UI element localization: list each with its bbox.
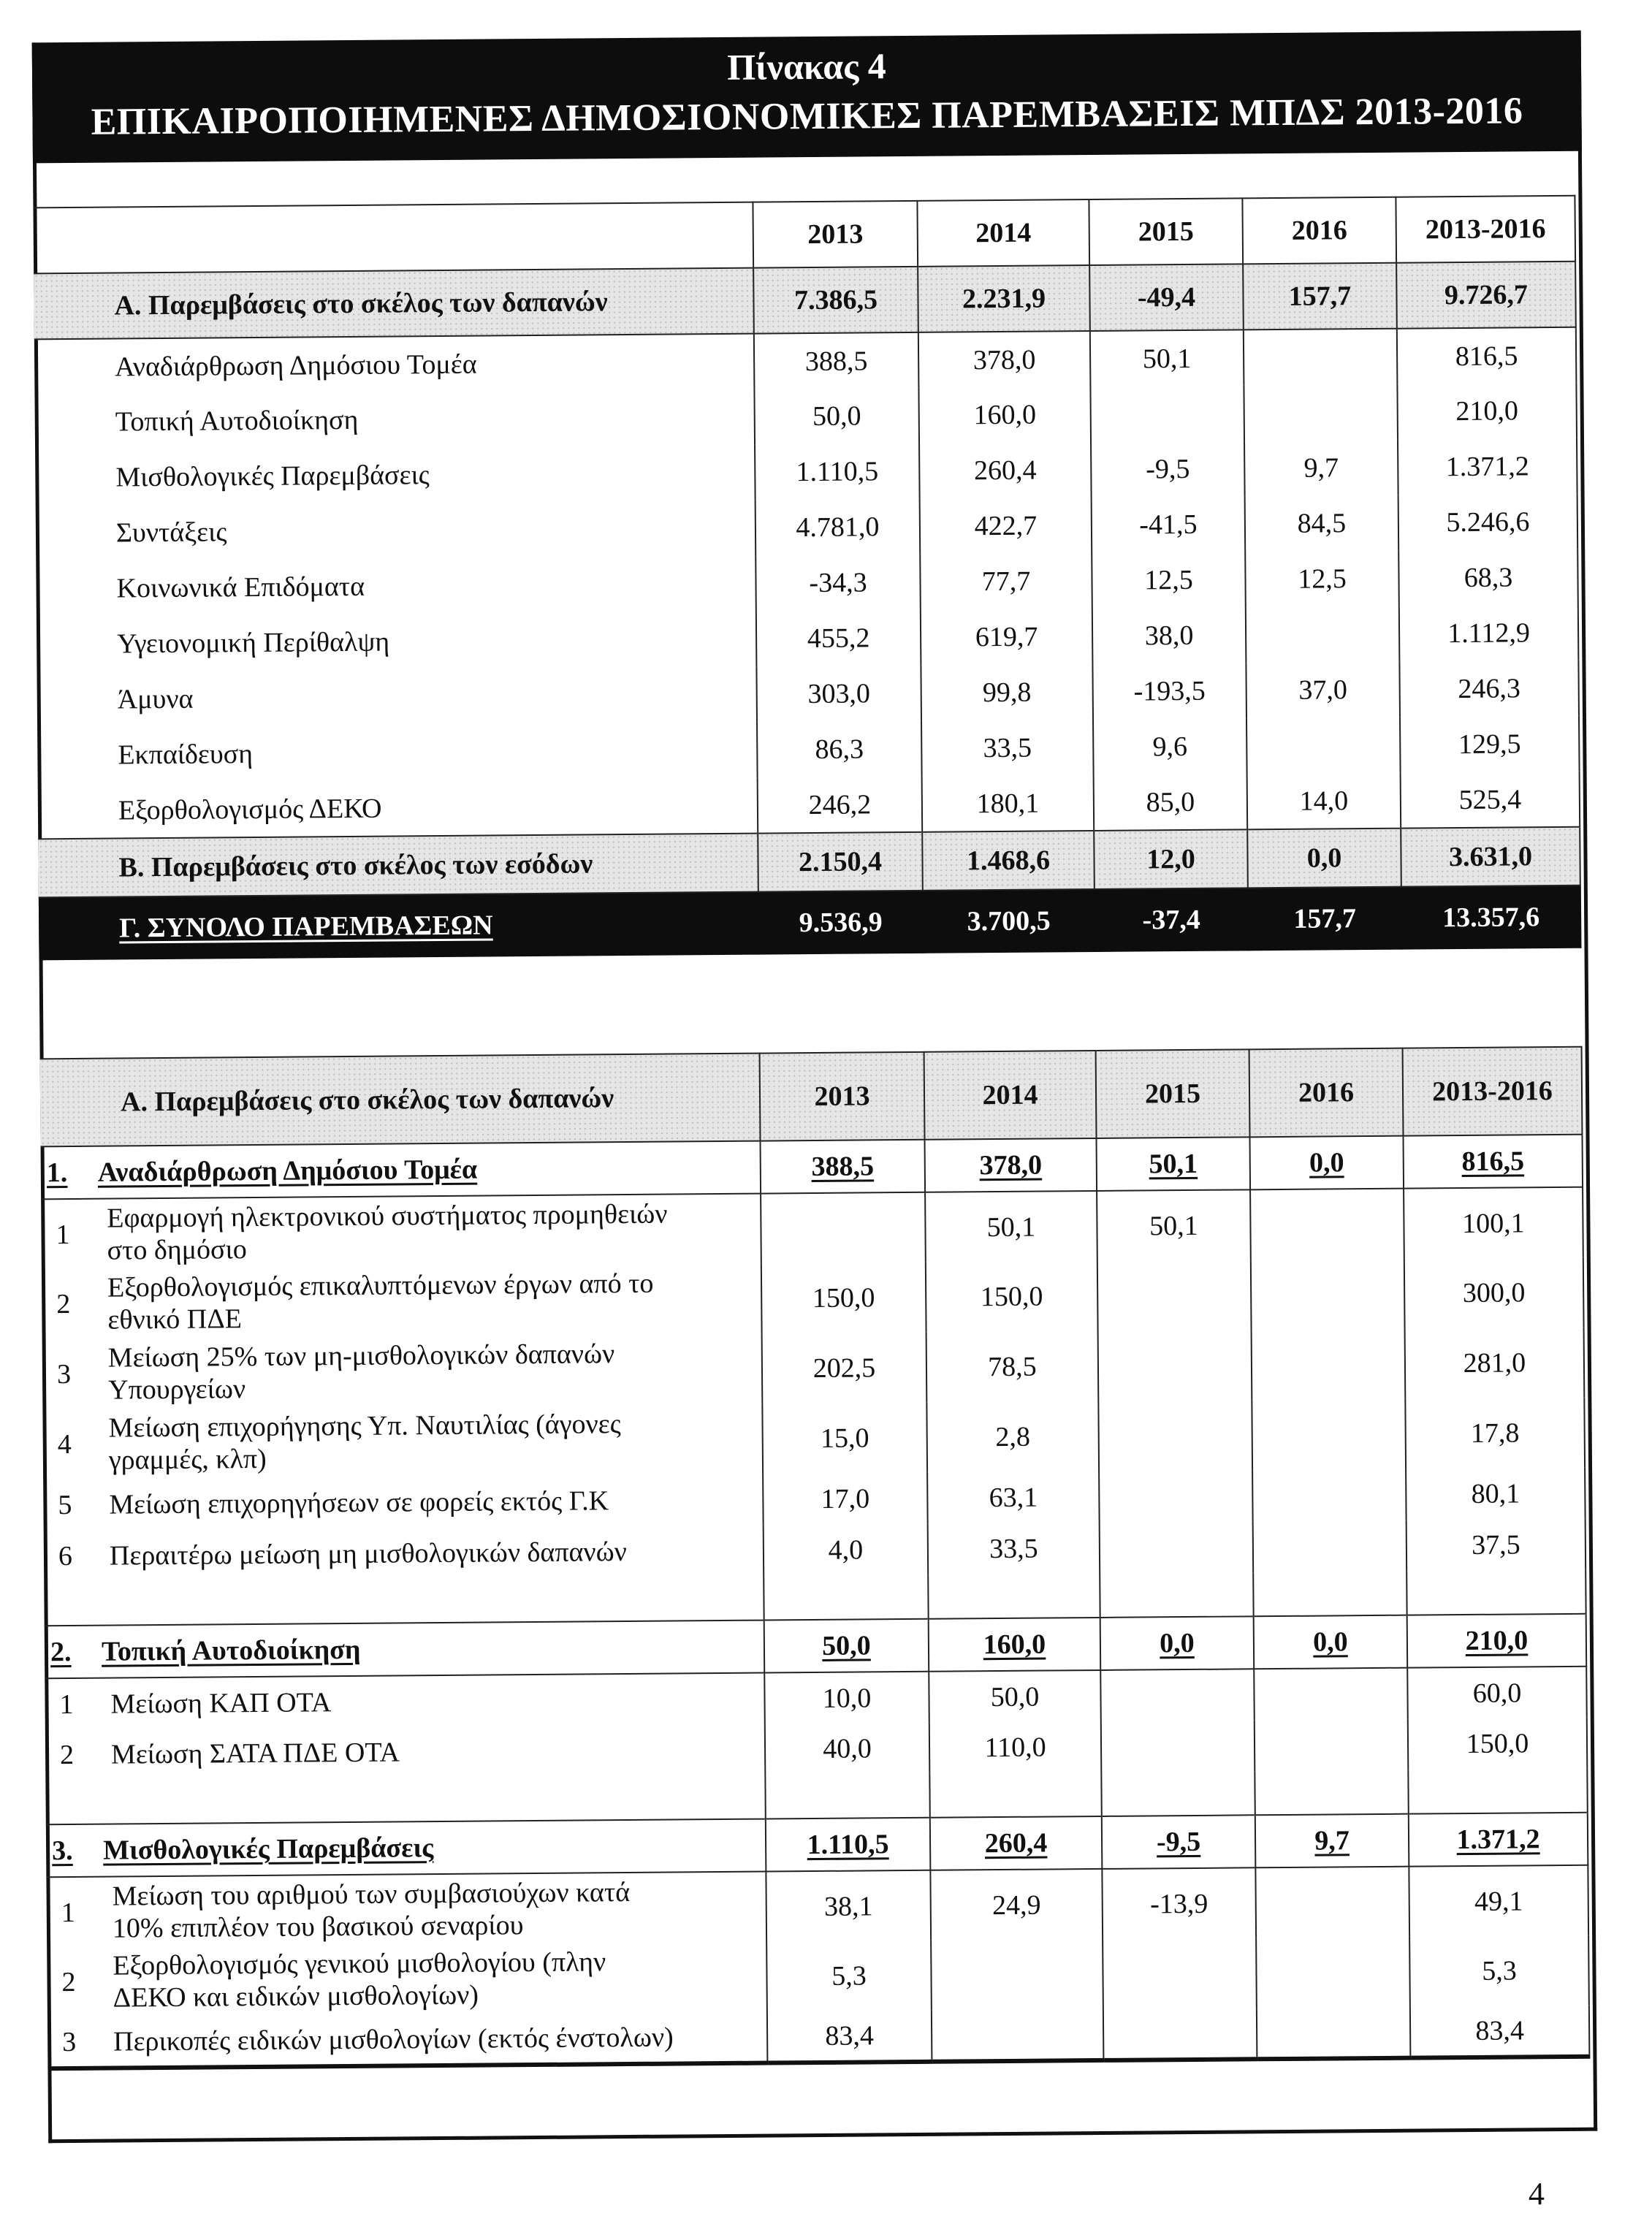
col-header-2016: 2016 [1242,197,1396,264]
category-label: Άμυνα [37,667,757,728]
item-number: 1 [56,1219,70,1250]
item-value: 80,1 [1406,1468,1586,1520]
item-label-line1: Μείωση ΚΑΠ ΟΤΑ [110,1686,332,1720]
category-value: 68,3 [1398,549,1578,606]
item-label-line1: Εφαρμογή ηλεκτρονικού συστήματος προμηθειών [107,1198,668,1234]
section-value: 260,4 [984,1827,1048,1859]
category-label: Κοινωνικά Επιδόματα [36,556,756,617]
section-a-value: 157,7 [1243,263,1397,330]
section-b-value: 3.631,0 [1401,827,1580,887]
category-value: 816,5 [1397,327,1577,384]
item-value: 83,4 [1410,2006,1590,2058]
total-value: -37,4 [1095,888,1249,951]
detail-sections [41,1135,1590,2069]
section-a-value: 2.231,9 [918,265,1090,332]
item-label-line1: Περικοπές ειδικών μισθολογίων (εκτός ένστολων) [113,2022,674,2057]
item-row [42,1328,1585,1410]
category-value: 1.110,5 [755,443,920,500]
item-value [1255,1719,1409,1772]
item-number: 2 [61,1966,76,1998]
item-row [42,1398,1585,1480]
category-value: 525,4 [1401,772,1580,829]
total-value: 9.536,9 [758,891,924,954]
item-value [1098,1330,1252,1401]
col-header-2015: 2015 [1096,1049,1250,1138]
item-value: 2,8 [926,1401,1099,1473]
category-value [1244,329,1398,386]
item-label-line1: Εξορθολογισμός επικαλυπτόμενων έργων από το [107,1268,654,1303]
item-label-line1: Μείωση 25% των μη-μισθολογικών δαπανών [107,1338,615,1374]
item-value: 100,1 [1404,1187,1583,1259]
item-number: 4 [57,1429,72,1461]
item-row [41,1187,1583,1270]
item-value [1254,1668,1408,1721]
item-value [1252,1399,1406,1471]
item-value: 60,0 [1407,1667,1587,1719]
section-a-value: -49,4 [1089,264,1244,331]
item-value [1100,1521,1254,1574]
item-number: 6 [58,1541,73,1572]
category-value: 84,5 [1245,495,1399,552]
summary-table [33,195,1581,961]
category-value [1246,606,1400,663]
section-a-row [34,262,1576,340]
category-value: 388,5 [754,332,919,389]
category-value: 246,2 [758,777,923,834]
item-value: 33,5 [928,1523,1100,1575]
summary-header-empty [33,202,753,274]
section-b-value: 0,0 [1247,829,1401,888]
col-header-2013: 2013 [753,201,918,268]
item-label-line1: Μείωση επιχορήγησης Υπ. Ναυτιλίας (άγονες [108,1409,621,1444]
item-value [1097,1260,1252,1331]
section-b-value: 2.150,4 [758,832,923,892]
item-value [1098,1400,1252,1471]
summary-category-rows [34,327,1580,839]
category-label: Υγειονομική Περίθαλψη [37,612,757,673]
category-value: 160,0 [918,386,1091,443]
item-label-line2: Υπουργείων [108,1374,246,1406]
category-value: 378,0 [918,331,1091,388]
section-label: Αναδιάρθρωση Δημόσιου Τομέα [97,1154,478,1188]
item-number: 1 [61,1897,75,1928]
section-value: 1.110,5 [807,1829,889,1861]
total-value: 3.700,5 [923,889,1095,953]
item-number: 1 [59,1688,74,1720]
category-value: 5.246,6 [1398,494,1578,551]
item-value: -13,9 [1102,1867,1256,1939]
item-value: 150,0 [926,1261,1098,1333]
item-value: 4,0 [764,1524,929,1577]
section-value: 0,0 [1309,1147,1344,1178]
item-value [932,2009,1104,2062]
category-value: -34,3 [755,555,921,612]
category-value: 129,5 [1400,716,1580,773]
category-value: 9,6 [1093,718,1247,775]
item-value [1252,1329,1406,1401]
category-value [1090,385,1244,442]
col-header-2016: 2016 [1249,1048,1404,1138]
item-value: 5,3 [1409,1935,1589,2007]
item-value [1253,1520,1407,1573]
category-value: 619,7 [921,609,1093,666]
section-a-label: Α. Παρεμβάσεις στο σκέλος των δαπανών [34,268,754,340]
item-value [1101,1720,1255,1772]
item-value: 40,0 [765,1723,930,1775]
category-value: 422,7 [920,498,1092,555]
section-number: 1. [46,1157,68,1189]
total-label: Γ. ΣΥΝΟΛΟ ΠΑΡΕΜΒΑΣΕΩΝ [119,909,493,943]
section-b-value: 12,0 [1094,829,1248,889]
item-value: 17,0 [763,1473,928,1526]
category-value: -9,5 [1091,441,1245,498]
category-value: 12,5 [1245,551,1399,608]
item-number: 3 [56,1359,72,1390]
item-value: 50,1 [925,1191,1097,1263]
category-value: 33,5 [921,720,1094,777]
title-band [32,31,1582,164]
item-value: 110,0 [929,1721,1102,1774]
section-value: 50,1 [1149,1148,1198,1180]
item-value: 37,5 [1407,1519,1586,1572]
item-value: 15,0 [762,1403,927,1474]
item-value [1251,1259,1405,1330]
total-value: 157,7 [1248,887,1402,951]
detail-header-row [40,1047,1583,1147]
item-value: 50,0 [929,1670,1101,1723]
item-value [1103,2008,1257,2060]
category-value: 50,0 [754,388,919,445]
item-label-line1: Μείωση του αριθμού των συμβασιούχων κατά [112,1876,631,1912]
category-value: 246,3 [1399,660,1579,717]
item-number: 5 [58,1490,72,1521]
page-number: 4 [1528,2176,1545,2212]
item-value: 281,0 [1405,1328,1585,1399]
item-label-line1: Εξορθολογισμός γενικού μισθολογίου (πλην [113,1946,606,1981]
item-row [46,1865,1588,1948]
item-value: 78,5 [926,1331,1099,1403]
category-value: 99,8 [921,664,1093,721]
section-b-label: Β. Παρεμβάσεις στο σκέλος των εσόδων [38,834,758,898]
col-header-2014: 2014 [917,199,1089,267]
item-value [1257,2007,1411,2060]
category-value: 210,0 [1397,383,1577,440]
item-value: 300,0 [1404,1257,1584,1329]
section-value: 378,0 [979,1149,1043,1181]
section-value: 9,7 [1314,1825,1350,1856]
detail-table [40,1046,1591,2071]
section-number: 2. [50,1637,72,1668]
category-label: Συντάξεις [36,500,756,562]
total-row [39,886,1581,960]
col-header-2013: 2013 [760,1052,925,1141]
section-value: 0,0 [1160,1627,1195,1659]
summary-header-row [33,196,1575,274]
item-number: 2 [56,1289,71,1320]
item-value: 38,1 [766,1870,931,1942]
category-label: Μισθολογικές Παρεμβάσεις [35,445,755,506]
col-header-2015: 2015 [1089,198,1243,265]
item-value: 63,1 [927,1471,1100,1524]
category-value: 303,0 [756,666,921,723]
item-label-line2: γραμμές, κλπ) [108,1443,267,1476]
document-page [32,31,1598,2212]
category-value: 1.371,2 [1398,438,1577,495]
item-value: 24,9 [930,1869,1103,1941]
section-number: 3. [51,1835,73,1867]
section-value: 388,5 [811,1151,875,1183]
category-value [1246,717,1401,774]
item-label-line2: στο δημόσιο [107,1233,247,1266]
item-label-line1: Μείωση ΣΑΤΑ ΠΔΕ ΟΤΑ [110,1737,400,1770]
category-value: 9,7 [1244,440,1398,497]
item-value [1255,1867,1409,1938]
section-value: 816,5 [1461,1146,1525,1178]
section-label: Τοπική Αυτοδιοίκηση [101,1634,361,1667]
category-label: Εξορθολογισμός ΔΕΚΟ [38,778,758,839]
section-value: -9,5 [1156,1826,1201,1858]
category-value: 12,5 [1092,552,1246,609]
item-value: 202,5 [762,1333,927,1404]
category-value: -41,5 [1092,496,1246,553]
category-value: 455,2 [756,610,921,667]
section-a-value: 9.726,7 [1396,262,1576,329]
item-value [1252,1469,1407,1522]
category-value: -193,5 [1092,663,1246,720]
item-value [1256,1937,1410,2008]
item-value: 50,1 [1097,1189,1251,1261]
item-value [1103,1938,1257,2009]
category-label: Εκπαίδευση [37,723,758,784]
table-title: ΕΠΙΚΑΙΡΟΠΟΙΗΜΕΝΕΣ ΔΗΜΟΣΙΟΝΟΜΙΚΕΣ ΠΑΡΕΜΒΑΣΕΙΣ ΜΠΔΣ 2013-2016 [91,90,1523,143]
item-number: 2 [59,1739,75,1771]
table-number: Πίνακας 4 [727,45,886,88]
item-label-line2: 10% επιπλέον του βασικού σεναρίου [112,1909,524,1944]
item-label-line2: εθνικό ΠΔΕ [107,1303,243,1336]
item-label-line2: ΔΕΚΟ και ειδικών μισθολογίων) [113,1979,479,2014]
category-value: 37,0 [1246,662,1400,719]
item-value [1099,1470,1253,1523]
category-value: 50,1 [1090,330,1244,386]
section-value: 50,0 [822,1630,871,1661]
category-value: 86,3 [757,721,922,778]
item-value: 83,4 [767,2011,932,2063]
section-value: 0,0 [1313,1626,1348,1658]
category-value: 180,1 [922,775,1095,832]
category-value [1244,384,1398,441]
section-value: 210,0 [1465,1625,1529,1657]
category-value: 14,0 [1247,773,1401,830]
section-b-value: 1.468,6 [922,831,1095,891]
category-label: Τοπική Αυτοδιοίκηση [34,389,755,451]
category-value: 260,4 [919,442,1092,499]
col-header-total: 2013-2016 [1403,1047,1583,1136]
item-value: 17,8 [1405,1398,1585,1469]
col-header-2014: 2014 [924,1051,1097,1140]
section-a-value: 7.386,5 [753,267,918,334]
item-value: 5,3 [766,1941,932,2012]
section-label: Μισθολογικές Παρεμβάσεις [102,1832,434,1866]
col-header-total: 2013-2016 [1396,196,1575,263]
section-value: 160,0 [983,1629,1046,1661]
item-label-line1: Περαιτέρω μείωση μη μισθολογικών δαπανών [109,1536,627,1572]
category-value: 85,0 [1094,774,1248,831]
item-value: 49,1 [1409,1865,1588,1937]
category-value: 4.781,0 [755,499,921,556]
item-value: 150,0 [1408,1718,1588,1770]
category-value: 38,0 [1092,607,1246,664]
total-value: 13.357,6 [1401,886,1581,949]
item-value: 150,0 [761,1263,926,1334]
item-value [1100,1669,1255,1721]
item-value [1250,1189,1404,1260]
item-value: 10,0 [764,1672,929,1724]
item-row [47,1935,1589,2018]
item-value [931,1939,1103,2011]
item-value [761,1192,926,1264]
detail-header-label: Α. Παρεμβάσεις στο σκέλος των δαπανών [40,1054,761,1147]
item-row [42,1257,1584,1340]
item-number: 3 [62,2026,77,2057]
section-value: 1.371,2 [1456,1824,1540,1856]
category-value: 1.112,9 [1399,605,1579,662]
category-label: Αναδιάρθρωση Δημόσιου Τομέα [34,334,755,395]
category-value: 77,7 [920,553,1092,610]
item-label-line1: Μείωση επιχορηγήσεων σε φορείς εκτός Γ.Κ [109,1485,609,1520]
